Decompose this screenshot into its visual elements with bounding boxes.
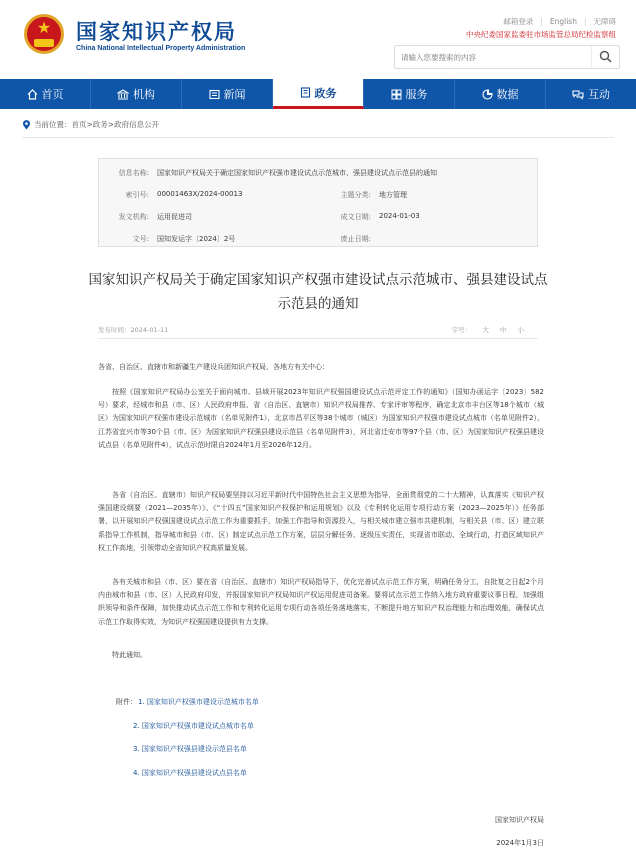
document-info-table: [98, 158, 538, 247]
attachment-link-2[interactable]: 2. 国家知识产权强市建设试点城市名单: [133, 722, 254, 730]
breadcrumb-prefix: 当前位置：: [34, 120, 72, 129]
nav-item-news[interactable]: [182, 79, 273, 109]
signature-org: 国家知识产权局: [495, 816, 544, 824]
search-button[interactable]: [591, 46, 619, 68]
page-title: [60, 268, 576, 316]
info-issuer-value: 运用促进司: [157, 213, 192, 221]
info-date-label: 成文日期:: [340, 213, 371, 221]
national-emblem-logo: ★: [24, 14, 64, 54]
mail-login-link[interactable]: 邮箱登录: [503, 17, 534, 26]
font-size-small[interactable]: 小: [517, 326, 524, 334]
info-issuer-label: 发文机构:: [118, 213, 149, 221]
attachments-label: 附件：: [116, 698, 137, 706]
nav-item-label: 政务: [314, 86, 337, 100]
nav-item-government[interactable]: [273, 79, 364, 109]
attachment-link-4[interactable]: 4. 国家知识产权强县建设试点县名单: [133, 769, 247, 777]
nav-item-home[interactable]: [0, 79, 91, 109]
site-logo-cn[interactable]: 国家知识产权局: [76, 20, 237, 44]
news-icon: [209, 89, 220, 100]
search-icon: [599, 50, 612, 63]
info-abolish-label: 废止日期:: [340, 235, 371, 243]
info-docno-value: 国知发运字〔2024〕2号: [157, 235, 236, 243]
signature-date: 2024年1月3日: [496, 839, 544, 847]
attachment-link-3[interactable]: 3. 国家知识产权强县建设示范县名单: [133, 745, 247, 753]
info-topic-label: 主题分类:: [340, 191, 371, 199]
publish-date: 发布时间：2024-01-11: [98, 326, 169, 334]
breadcrumb-home[interactable]: 首页: [71, 120, 87, 129]
info-date-value: 2024-01-03: [379, 212, 420, 220]
interaction-icon: [572, 89, 584, 100]
location-pin-icon: [22, 120, 31, 130]
nav-item-interaction[interactable]: [546, 79, 636, 109]
body-paragraph-2: 各省（自治区、直辖市）知识产权局要坚持以习近平新时代中国特色社会主义思想为指导，全面贯彻党的二十大精神，认真落实《知识产权强国建设纲要（2021—2035年）》、《“十四五”国家知识产权保护和运用规划》以及《专利转化运用专项行动方案（2023—2025年）》任务部署，以开展知识产权强国建设试点示范工作为重要抓手，加强工作指导和资源投入，与相关城市建立强市共建机制，与相关县（市、区）建立联系指导工作机制，指导城市和县（市、区）制定试点示范工作方案，层层分解任务、逐级压实责任，实现省市联动、全域行动，打造区域知识产权工作高地，引领带动全省知识产权高质量发展。: [98, 491, 544, 552]
attachment-link-1[interactable]: 1. 国家知识产权强市建设示范城市名单: [138, 698, 259, 706]
body-paragraph-1: 按照《国家知识产权局办公室关于面向城市、县域开展2023年知识产权强国建设试点示范评定工作的通知》（国知办函运字〔2023〕582号）要求，经城市和县（市、区）人民政府申报、省（自治区、直辖市）知识产权局推荐、专家评审等程序，确定北京市丰台区等18个城市（城区）为国家知识产权强市建设示范城市（名单见附件1），北京市昌平区等38个城市（城区）为国家知识产权强市建设试点城市（名单见附件2），江苏省宜兴市等30个县（市、区）为国家知识产权强县建设示范县（名单见附件3），河北省迁安市等97个县（市、区）为国家知识产权强县建设试点县（名单见附件4），试点示范时限自2024年1月至2026年12月。: [98, 388, 544, 449]
service-icon: [391, 89, 402, 100]
breadcrumb-government[interactable]: 政务: [92, 120, 108, 129]
font-size-label: 字号：: [451, 326, 472, 334]
info-topic-value: 地方管理: [379, 191, 407, 199]
font-size-large[interactable]: 大: [482, 326, 489, 334]
nav-item-organization[interactable]: [91, 79, 182, 109]
nav-item-label: 机构: [133, 88, 155, 101]
info-title-label: 信息名称:: [118, 169, 149, 177]
font-size-medium[interactable]: 中: [499, 326, 507, 334]
nav-item-label: 首页: [41, 88, 64, 101]
data-icon: [482, 89, 493, 100]
site-logo-en: China National Intellectual Property Administration: [76, 45, 246, 52]
nav-item-label: 服务: [405, 88, 428, 101]
info-index-value: 00001463X/2024-00013: [157, 190, 243, 198]
info-docno-label: 文号:: [132, 235, 149, 243]
main-nav: [0, 79, 636, 109]
article-meta: [98, 325, 538, 339]
breadcrumb: 当前位置： 首页 > 政务 > 政府信息公开: [22, 112, 614, 138]
site-header: [0, 0, 636, 78]
salutation: 各省、自治区、直辖市和新疆生产建设兵团知识产权局，各地方有关中心：: [98, 363, 329, 371]
english-link[interactable]: English: [549, 17, 577, 26]
page-title-line1: 国家知识产权局关于确定国家知识产权强市建设试点示范城市、强县建设试点: [88, 272, 548, 288]
discipline-inspection-link[interactable]: 中央纪委国家监委驻市场监管总局纪检监察组: [466, 30, 616, 39]
nav-item-label: 数据: [496, 88, 519, 101]
page-title-line2: 示范县的通知: [277, 296, 359, 312]
nav-item-label: 新闻: [223, 88, 246, 101]
font-size-switcher: [452, 325, 524, 334]
search-input[interactable]: [401, 49, 581, 65]
accessibility-link[interactable]: 无障碍: [593, 17, 616, 26]
home-icon: [27, 89, 38, 100]
info-index-label: 索引号:: [125, 191, 149, 199]
government-icon: [300, 87, 311, 98]
top-links: 邮箱登录 | English | 无障碍: [503, 17, 616, 26]
nav-item-data[interactable]: [455, 79, 546, 109]
info-title-value: 国家知识产权局关于确定国家知识产权强市建设试点示范城市、强县建设试点示范县的通知: [157, 169, 437, 177]
body-paragraph-4: 特此通知。: [112, 651, 147, 659]
body-paragraph-3: 各有关城市和县（市、区）要在省（自治区、直辖市）知识产权局指导下，优化完善试点示范工作方案，明确任务分工，自批复之日起2个月内由城市和县（市、区）人民政府印发，并报国家知识产权局知识产权运用促进司备案。要将试点示范工作纳入地方政府重要议事日程，加强组织领导和条件保障，加快推动试点示范工作和专利转化运用专项行动各项任务落地落实，不断提升地方知识产权治理能力和治理效能，确保试点示范工作取得实效，为知识产权强国建设提供有力支撑。: [98, 578, 544, 626]
search-box: [394, 45, 620, 69]
nav-item-label: 互动: [588, 88, 610, 101]
building-icon: [117, 89, 129, 100]
nav-item-service[interactable]: [364, 79, 455, 109]
breadcrumb-info-disclosure[interactable]: 政府信息公开: [114, 120, 160, 129]
